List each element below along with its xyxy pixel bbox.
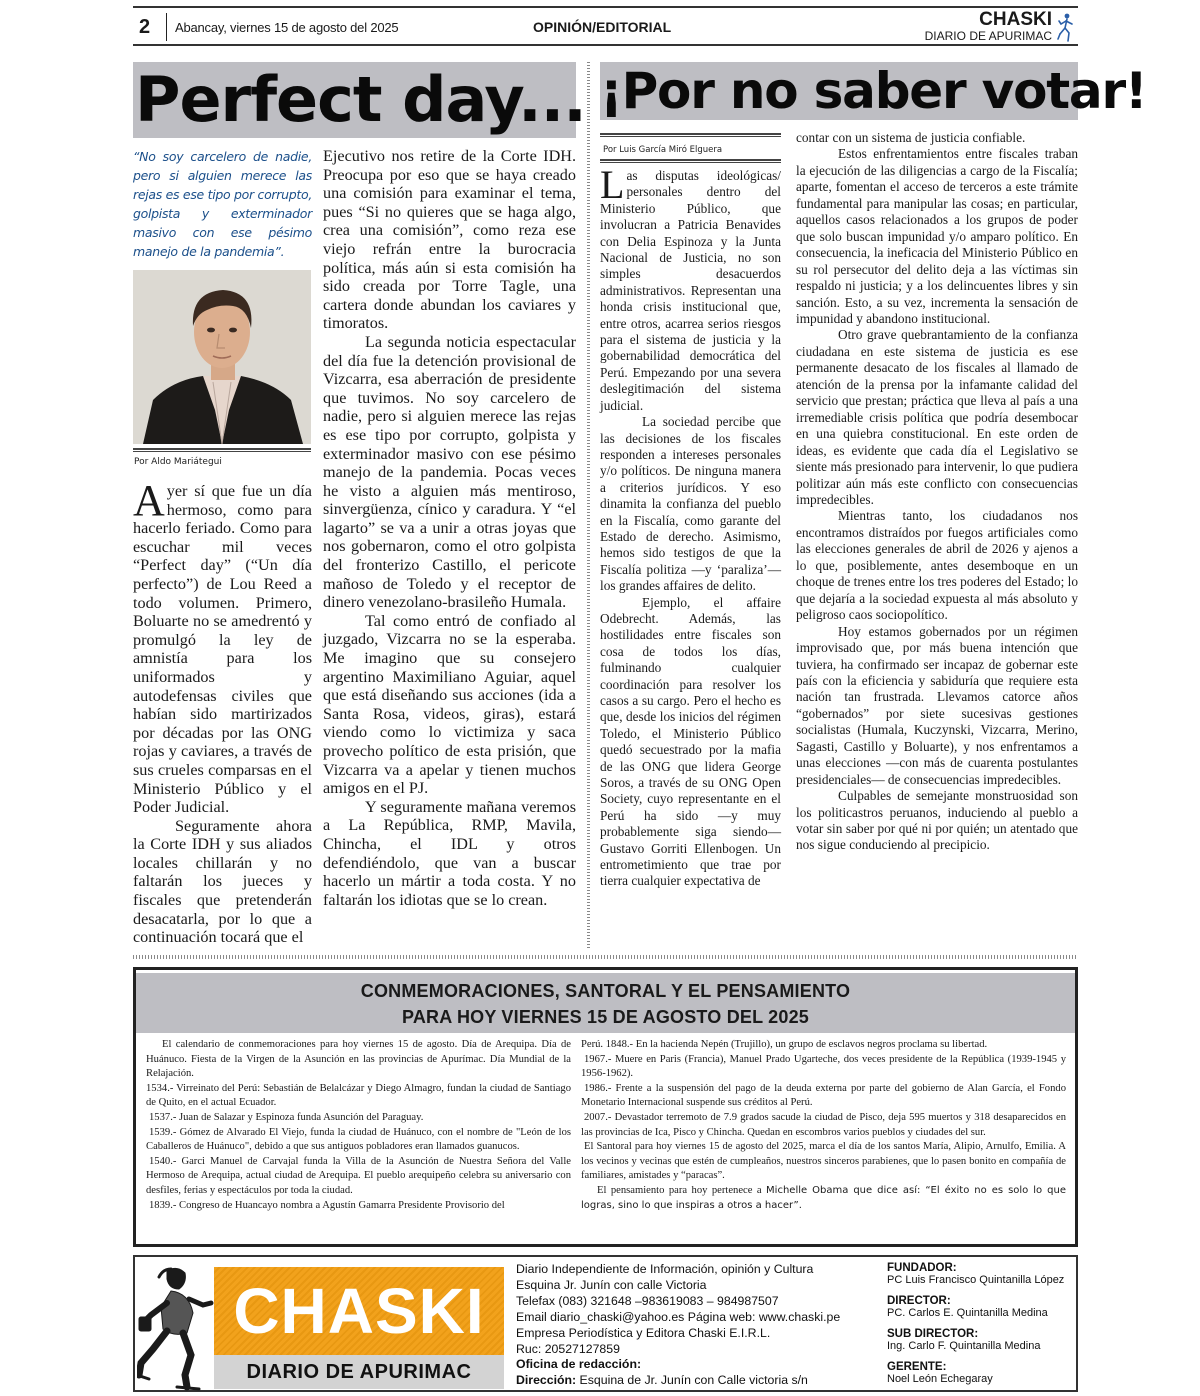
thought-of-the-day (581, 1184, 1066, 1213)
article-right-column-1 (600, 162, 781, 890)
header-brand (925, 10, 1052, 43)
entry: Perú. 1848.- En la hacienda Nepén (Trujillo), un grupo de esclavos negros proclama su libertad. (581, 1039, 988, 1050)
entry: El Santoral para hoy viernes 15 de agosto del 2025, marca el día de los santos María, Alipio, Arnulfo, Emilia. A los vecinos y vecinas que estén de cumpleaños, nuestros sinceros parabienes, que lo pasen bonito en compañía de familiares, amistades y “paracas”. (581, 1141, 1066, 1182)
staff-role: DIRECTOR: (887, 1295, 951, 1307)
entry: 1967.- Muere en Paris (Francia), Manuel Prado Ugarteche, dos veces presidente de la República (1939-1945 y 1956-1962). (581, 1053, 1066, 1080)
masthead-footer (133, 1255, 1078, 1392)
logo-text: CHASKI (233, 1275, 485, 1347)
paragraph (133, 476, 312, 817)
paragraph: Ejecutivo nos retire de la Corte IDH. Preocupa por eso que se haya creado una comisión para examinar el tema, pues “Si no quieres que se haga algo, crea una comisión”, como reza ese viejo refrán entre la burocracia política, más aún si esta comisión ha sido creada por Torre Tagle, una cartera donde abundan los caviares y timoratos. (323, 147, 576, 333)
staff-entry (887, 1361, 1077, 1385)
date-line: Abancay, viernes 15 de agosto del 2025 (175, 20, 399, 35)
author-portrait-image (133, 270, 311, 444)
brand-name: CHASKI (979, 9, 1052, 30)
info-line: Ruc: 20527127859 (516, 1341, 620, 1356)
staff-list (887, 1262, 1077, 1394)
entry: 1540.- Garci Manuel de Carvajal funda la Villa de la Asunción de Nuestra Señora del Valle Hermoso de Arequipa, actual ciudad de Arequipa. El pueblo arequipeño celebra su aniversario con desfiles, ferias y espectáculos por toda la ciudad. (146, 1155, 571, 1196)
entry: El calendario de conmemoraciones para hoy viernes 15 de agosto. Día de Arequipa. Día de Huánuco. Fiesta de la Virgen de la Asunción en las provincias de Apurímac. Día Mundial de la Relajación. (146, 1039, 571, 1080)
pull-quote: “No soy carcelero de nadie, pero si alguien merece las rejas es ese tipo por corrupto, golpista y exterminador masivo con ese pésimo manejo de la pandemia”. (133, 149, 312, 259)
author-photo (133, 270, 311, 444)
paragraph (600, 162, 781, 414)
address-label: Dirección: (516, 1373, 577, 1388)
paragraph: La segunda noticia espectacular del día fue la detención provisional de Vizcarra, esa aberración de presidente que tuvimos. No soy carcelero de nadie, pero si alguien merece las rejas es ese tipo por corrupto, golpista y exterminador masivo con ese pésimo manejo de la pandemia. Pocas veces he visto a alguien más mentiroso, sinvergüenza, cínico y caradura. Y “el lagarto” se va a unir a otras joyas que nos gobernaron, como el otro golpista del fronterizo Castillo, el pericote mañoso de Toledo y el receptor de dinero venezolano-brasileño Humala. (323, 332, 576, 612)
publication-info (516, 1262, 876, 1389)
info-line: Empresa Periodística y Editora Chaski E.I.R.L. (516, 1325, 771, 1340)
page-header (133, 6, 1078, 46)
byline-rule-right-top (600, 133, 781, 137)
byline-rule-left (133, 448, 311, 452)
conmemoraciones-left (146, 1038, 571, 1213)
info-line: Diario Independiente de Información, opinión y Cultura (516, 1262, 814, 1276)
article-left-column-2 (323, 147, 576, 909)
staff-name: PC Luis Francisco Quintanilla López (887, 1274, 1065, 1286)
paragraph: La sociedad percibe que las decisiones de los fiscales responden a intereses personales y/o políticos. De ninguna manera a criterios jurídicos. Y eso dinamita la confianza del pueblo en la Fiscalía, como garante del Estado de derecho. Asimismo, hemos sido testigos de que la Fiscalía politiza —y ‘paraliza’— los grandes affaires de delito. (600, 414, 781, 594)
paragraph: Hoy estamos gobernados por un régimen improvisado que, por más buena intención que tuviera, ha confirmado ser incapaz de gobernar este país con la eficiencia y sabiduría que requiere esta nación tan frustrada. Llevamos catorce años “gobernados” por siete sucesivas gestiones socialistas (Humala, Kuczynski, Vizcarra, Merino, Sagasti, Castillo y Boluarte), y nos enfrentamos a unas elecciones —con más de cuarenta postulantes presidenciales— de consecuencias impredecibles. (796, 623, 1078, 787)
section-label: OPINIÓN/EDITORIAL (533, 19, 672, 35)
conmemoraciones-right (581, 1038, 1066, 1213)
title-line-1: CONMEMORACIONES, SANTORAL Y EL PENSAMIENTO (360, 981, 851, 1001)
header-divider (166, 13, 167, 41)
info-line: Telefax (083) 321648 –983619083 – 984987507 (516, 1293, 779, 1308)
paragraph-text: yer sí que fue un día hermoso, como para hacerlo feriado. Como para escuchar mil veces “Perfect day” (“Un día perfecto”) de Lou Reed a todo volumen. Primero, Boluarte no se amedrentó y promulgó la ley de amnistía para los uniformados y autodefensas civiles que habían sido martirizados por décadas por las ONG rojas y caviares, a través de sus crueles comparsas en el Ministerio Público y el Poder Judicial. (133, 482, 312, 817)
logo-subtitle: DIARIO DE APURIMAC (214, 1355, 504, 1389)
paragraph: Y seguramente mañana veremos a La República, RMP, Mavila, Chincha, el IDL y otros defendiéndolo, que van a buscar hacerlo un mártir a toda costa. Y no faltarán los idiotas que se lo crean. (323, 797, 576, 909)
paragraph: Otro grave quebrantamiento de la confianza ciudadana en este sistema de justicia es ese permanente desacato de los fiscales al llamado de atención de la prensa por la infamante calidad del servicio que prestan; práctica que lleva al país a una irremediable crisis política que podría desembocar en una quiebra constitucional. En este orden de ideas, es evidente que cada día el Legislativo se siente más presionado para intervenir, lo que pudiera politizar aún más este conflicto con consecuencias impredecibles. (796, 327, 1078, 507)
brand-subtitle: DIARIO DE APURIMAC (924, 29, 1052, 43)
entry: 1839.- Congreso de Huancayo nombra a Agustín Gamarra Presidente Provisorio del (149, 1199, 505, 1211)
paragraph: contar con un sistema de justicia confiable. (796, 130, 1026, 145)
info-line: Esquina Jr. Junín con calle Victoria (516, 1277, 707, 1292)
staff-name: PC. Carlos E. Quintanilla Medina (887, 1307, 1048, 1319)
staff-role: GERENTE: (887, 1361, 947, 1373)
page-number: 2 (139, 16, 151, 38)
conmemoraciones-title (136, 973, 1075, 1033)
paragraph: Seguramente ahora la Corte IDH y sus aliados locales chillarán y no faltarán los jueces y fiscales que pretenderán desacatarla, por lo que a continuación tocará que el (133, 816, 312, 947)
chaski-logo (214, 1267, 504, 1355)
section-divider (133, 955, 1078, 959)
conmemoraciones-box (133, 967, 1078, 1247)
staff-role: FUNDADOR: (887, 1262, 957, 1274)
thought-intro: El pensamiento para hoy pertenece a (597, 1184, 767, 1196)
entry: 1986.- Frente a la suspensión del pago de la deuda externa por parte del gobierno de Alan García, el Fondo Monetario Internacional suspende sus créditos al Perú. (581, 1082, 1066, 1109)
entry: 1534.- Virreinato del Perú: Sebastián de Belalcázar y Diego Almagro, fundan la ciudad de Santiago de Quito, en el actual Ecuador. (146, 1082, 571, 1109)
column-divider (587, 62, 590, 950)
paragraph: Culpables de semejante monstruosidad son los politicastros peruanos, induciendo al pueblo a votar sin saber por qué ni por quién; un atentado que nos sigue conduciendo al precipicio. (796, 788, 1078, 853)
article-left-column-1 (133, 476, 312, 947)
paragraph: Tal como entró de confiado al juzgado, Vizcarra no se la esperaba. Me imagino que su consejero argentino Maximiliano Aguiar, aquel que está diseñando sus acciones (ida a Santa Rosa, videos, giras), estará viendo como lo victimiza y saca provecho político de esta prisión, que Vizcarra va a apelar y tienen muchos amigos en el PJ. (323, 611, 576, 798)
paragraph-text: as disputas ideológicas/ personales dentro del Ministerio Público, que involucran a Patricia Benavides con Delia Espinoza y la Junta Nacional de Justicia, no son simples desacuerdos administrativos. Representan una honda crisis institucional que, entre otros, acarrea serios riesgos para el sistema de justicia y la gobernabilidad democrática del Perú. Empezando por una severa deslegitimación del sistema judicial. (600, 168, 781, 413)
runner-icon (1056, 12, 1076, 44)
office-label: Oficina de redacción: (516, 1357, 642, 1372)
staff-entry (887, 1295, 1077, 1319)
byline-rule-right-bottom (600, 159, 781, 163)
entry: 1537.- Juan de Salazar y Espinoza funda Asunción del Paraguay. (149, 1111, 424, 1123)
article-right-column-2 (796, 130, 1078, 854)
drop-cap: L (600, 162, 625, 207)
staff-role: SUB DIRECTOR: (887, 1328, 979, 1340)
paragraph: Ejemplo, el affaire Odebrecht. Además, las hostilidades entre fiscales son cosa de todos los días, fulminando cualquier coordinación para resolver los casos a su cargo. Pero el hecho es que, desde los inicios del régimen Toledo, el Ministerio Público quedó secuestrado por la mafia de las ONG que lidera George Soros, a través de su ONG Open Society, cuyo representante en el Perú ha sido —y muy probablemente siga siendo— Gustavo Gorriti Ellenbogen. Un entrometimiento que trae por tierra cualquier expectativa de (600, 594, 781, 889)
entry: 2007.- Devastador terremoto de 7.9 grados sacude la ciudad de Pisco, deja 595 muertos y 318 desaparecidos en las provincias de Ica, Pisco y Chincha. Quedan en escombros varios pueblos y ciudades del sur. (581, 1111, 1066, 1138)
drop-cap: A (133, 476, 165, 525)
chaski-runner-icon (137, 1263, 215, 1391)
staff-name: Noel León Echegaray (887, 1373, 993, 1385)
paragraph: Estos enfrentamientos entre fiscales traban la ejecución de las diligencias a cargo de la Fiscalía; aparte, fomentan el acceso de terceros a este trámite fundamental para manipular las cosas; en particular, aquellos casos relacionados a los grupos de poder que solo buscan impunidad y/o amparo político. En consecuencia, la ineficacia del Ministerio Público en su rol persecutor del delito deja a las víctimas sin respaldo ni justicia; y a los delincuentes libres y sin sanción. Esto, a su vez, incrementa la sensación de impunidad y abandono institucional. (796, 146, 1078, 326)
byline-left: Por Aldo Mariátegui (134, 457, 222, 467)
title-line-2: PARA HOY VIERNES 15 DE AGOSTO DEL 2025 (401, 1007, 810, 1027)
paragraph: Mientras tanto, los ciudadanos nos encontramos distraídos por fuegos artificiales como las elecciones generales de abril de 2026 y ajenos a lo que, posiblemente, antes desemboque en un choque de trenes entre los tres poderes del Estado; lo que dejaría a la sociedad expuesta al más absoluto y peligroso caos sociopolítico. (796, 508, 1078, 623)
staff-name: Ing. Carlo F. Quintanilla Medina (887, 1340, 1041, 1352)
address-value: Esquina de Jr. Junín con Calle victoria s/n (576, 1373, 808, 1388)
headline-por-no-saber-votar: ¡Por no saber votar! (600, 62, 1147, 120)
entry: 1539.- Gómez de Alvarado El Viejo, funda la ciudad de Huánuco, con el nombre de "León de los Caballeros de Huánuco", debido a que sus antiguos pobladores eran llamados guanucos. (146, 1126, 571, 1153)
headline-perfect-day: Perfect day... (135, 63, 586, 136)
staff-entry (887, 1328, 1077, 1352)
thought-quote: Michelle Obama que dice así: “El éxito no es solo lo que logras, sino lo que inspiras a otros a hacer”. (581, 1184, 1066, 1211)
info-line: Email diario_chaski@yahoo.es Página web: www.chaski.pe (516, 1309, 841, 1324)
byline-right: Por Luis García Miró Elguera (603, 145, 723, 155)
staff-entry (887, 1262, 1077, 1286)
